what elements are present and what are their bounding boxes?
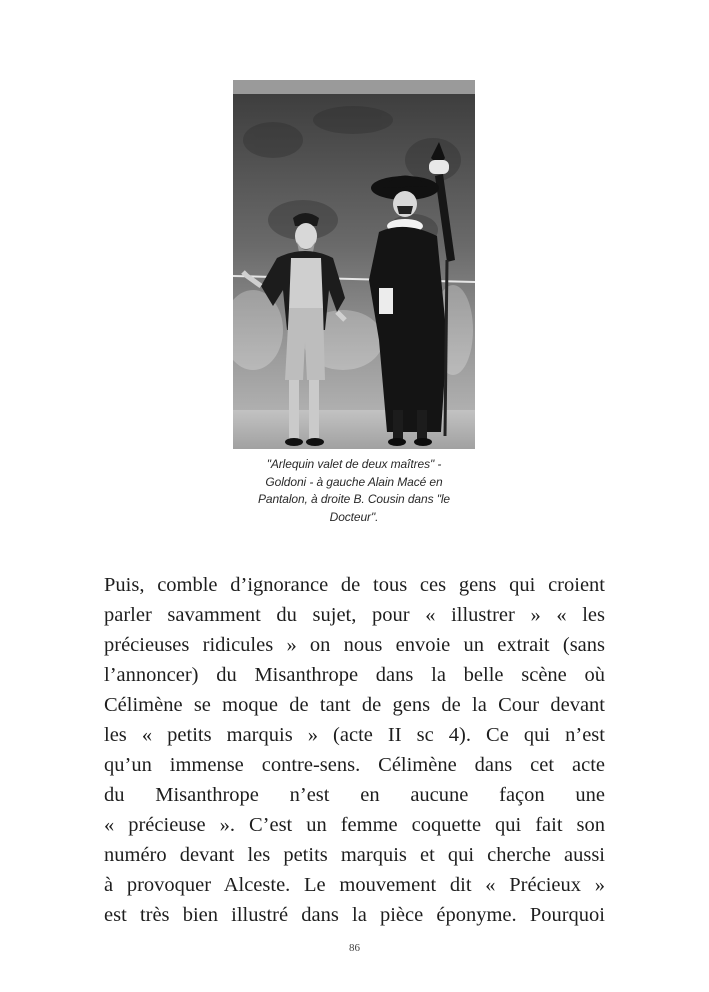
photo-caption [232, 456, 476, 526]
paragraph-line: qu’un immense contre-sens. Célimène dans cet acte [104, 754, 605, 776]
caption-line: Goldoni - à gauche Alain Macé en [265, 474, 443, 489]
paragraph-line: numéro devant les petits marquis et qui cherche aussi [104, 844, 605, 866]
page-number: 86 [349, 942, 360, 954]
paragraph-line: « précieuse ». C’est un femme coquette qui fait son [104, 814, 605, 836]
caption-line: Docteur". [329, 509, 379, 524]
body-paragraph [104, 570, 605, 930]
paragraph-line: Puis, comble d’ignorance de tous ces gens qui croient [104, 574, 605, 596]
paragraph-line: les « petits marquis » (acte II sc 4). Ce qui n’est [104, 724, 605, 746]
theatre-photo [233, 80, 475, 449]
photo-illustration [233, 80, 475, 449]
paragraph-line: précieuses ridicules » on nous envoie un extrait (sans [104, 634, 605, 656]
caption-line: "Arlequin valet de deux maîtres" - [266, 457, 442, 471]
paragraph-line: est très bien illustré dans la pièce éponyme. Pourquoi [104, 904, 605, 926]
paragraph-line: à provoquer Alceste. Le mouvement dit « Précieux » [104, 874, 605, 896]
paragraph-line: parler savamment du sujet, pour « illustrer » « les [104, 604, 605, 626]
paragraph-line: l’annoncer) du Misanthrope dans la belle scène où [104, 664, 605, 686]
paragraph-line: du Misanthrope n’est en aucune façon une [104, 784, 605, 806]
paragraph-line: Célimène se moque de tant de gens de la Cour devant [104, 694, 605, 716]
caption-line: Pantalon, à droite B. Cousin dans "le [257, 492, 450, 507]
